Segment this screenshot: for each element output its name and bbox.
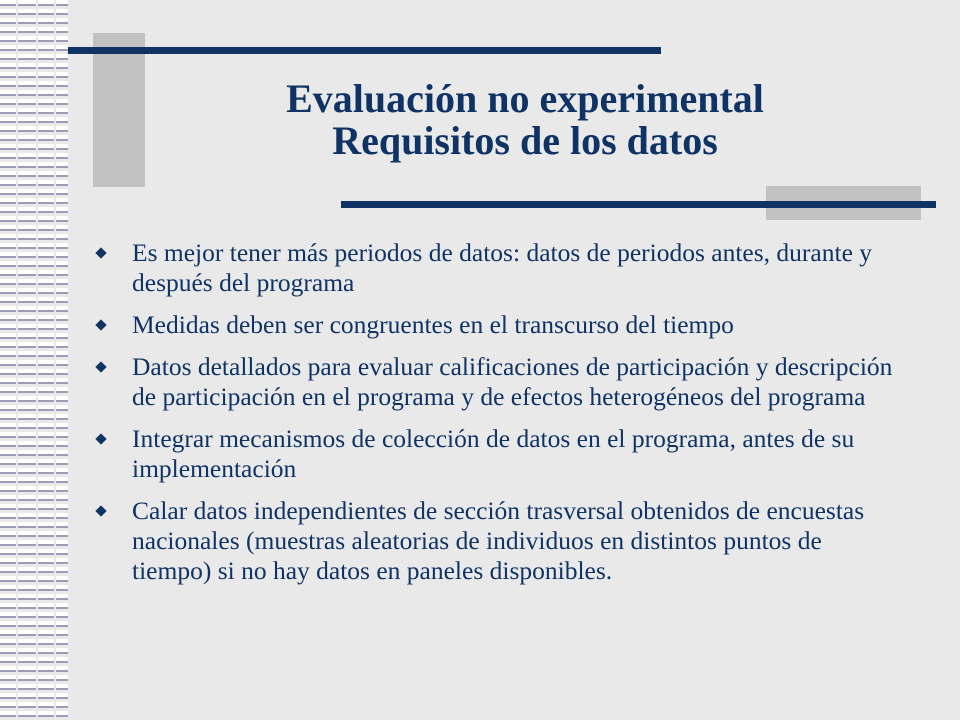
bullet-item <box>95 424 895 484</box>
decorative-gray-block-top <box>93 33 145 187</box>
slide-title-line-2: Requisitos de los datos <box>332 118 718 163</box>
bullet-item <box>95 238 895 298</box>
stripe-gap <box>36 0 38 720</box>
bullet-text: Calar datos independientes de sección trasversal obtenidos de encuestas nacionales (muestras aleatorias de individuos en distintos puntos de tiempo) si no hay datos en paneles disponibles. <box>132 496 865 585</box>
slide-title <box>145 78 905 162</box>
bullet-text: Integrar mecanismos de colección de datos en el programa, antes de su implementación <box>132 424 855 483</box>
bullet-item <box>95 496 895 586</box>
slide-title-line-1: Evaluación no experimental <box>286 76 764 121</box>
stripe-gap <box>54 0 56 720</box>
diamond-bullet-icon <box>95 247 106 258</box>
diamond-bullet-icon <box>95 433 106 444</box>
bullet-text: Datos detallados para evaluar calificaciones de participación y descripción de participación en el programa y de efectos heterogéneos del programa <box>132 352 893 411</box>
bullet-list <box>95 238 895 598</box>
decorative-stripe-pattern <box>0 0 68 720</box>
diamond-bullet-icon <box>95 361 106 372</box>
bullet-text: Es mejor tener más periodos de datos: datos de periodos antes, durante y después del programa <box>132 238 873 297</box>
decorative-navy-line-top <box>68 47 661 54</box>
bullet-item <box>95 352 895 412</box>
diamond-bullet-icon <box>95 505 106 516</box>
diamond-bullet-icon <box>95 319 106 330</box>
bullet-text: Medidas deben ser congruentes en el transcurso del tiempo <box>132 310 734 339</box>
stripe-gap <box>16 0 18 720</box>
decorative-navy-line-bottom <box>341 201 936 208</box>
bullet-item <box>95 310 895 340</box>
